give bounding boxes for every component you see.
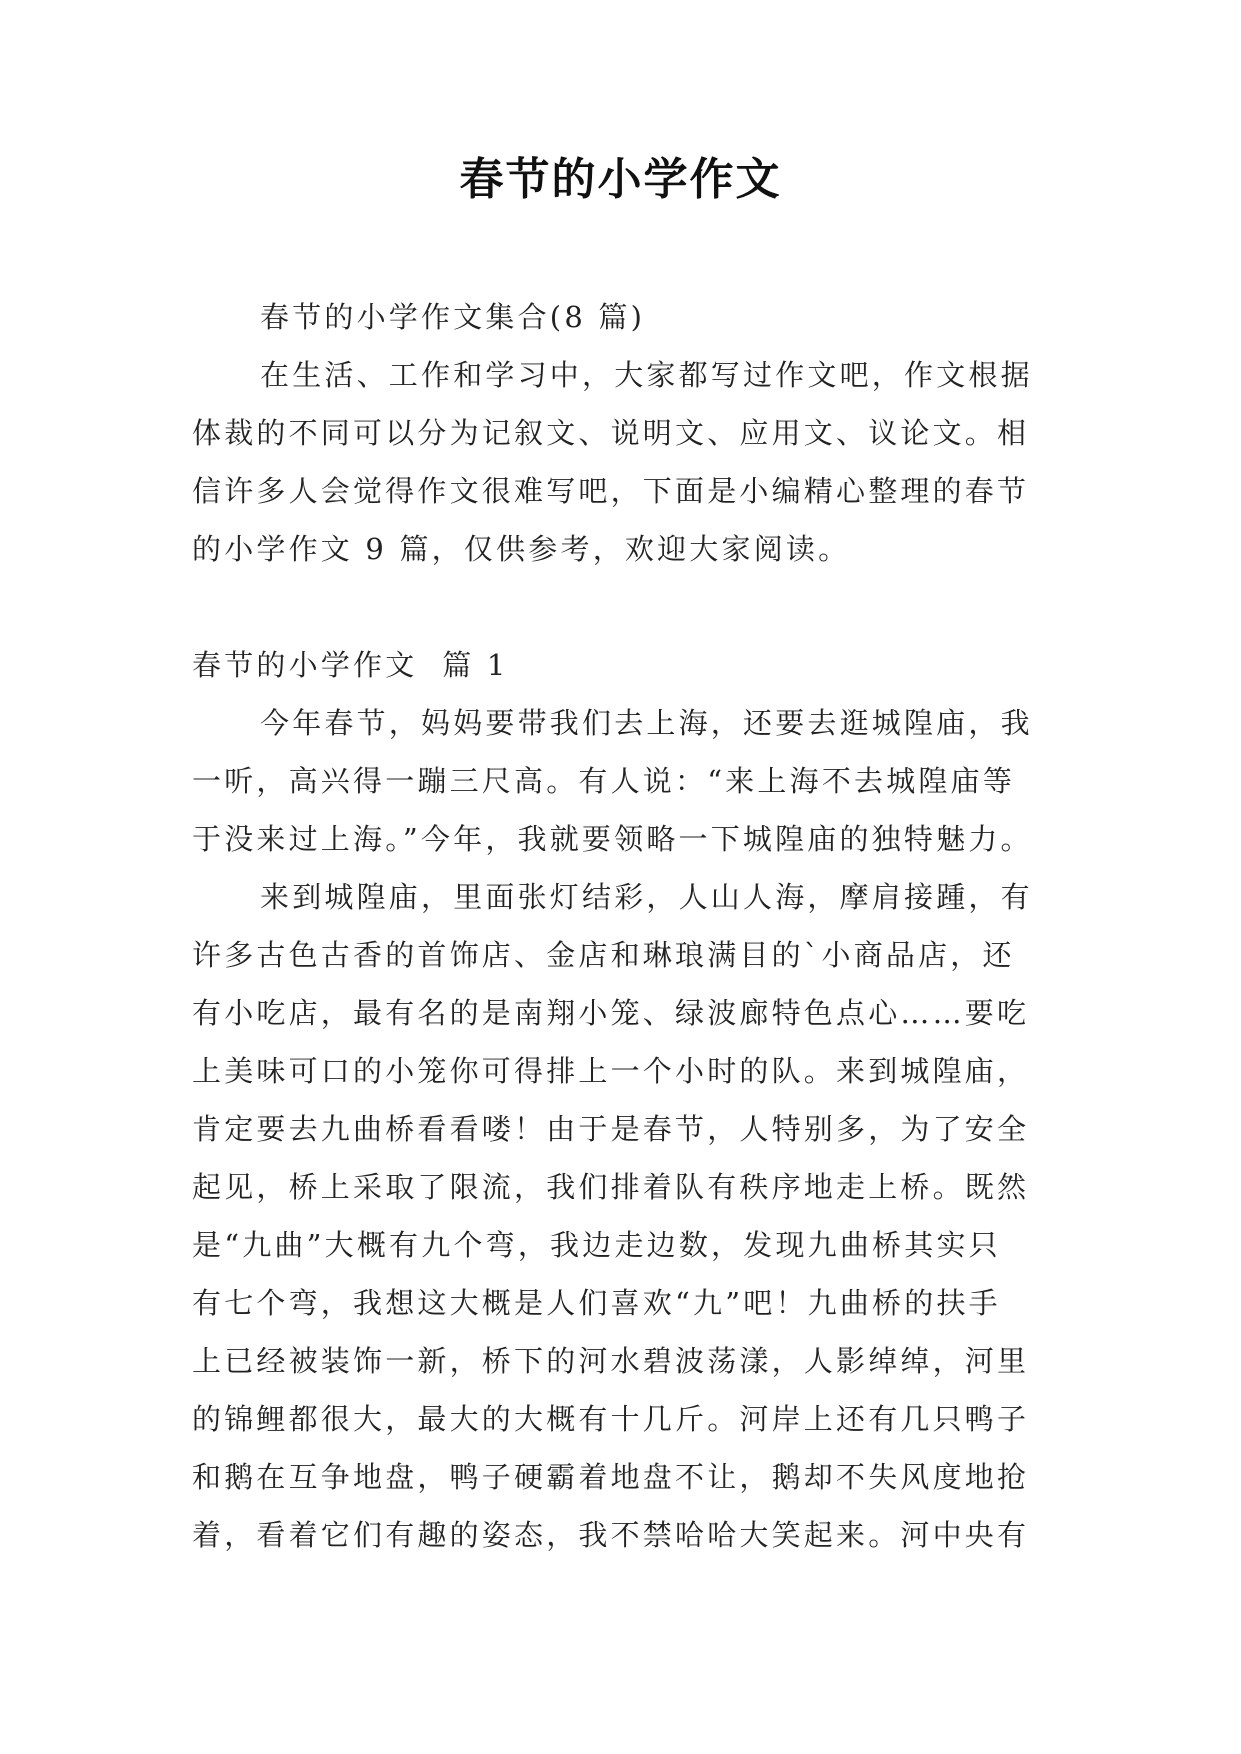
paragraph-line: 来到城隍庙，里面张灯结彩，人山人海，摩肩接踵，有 [260,880,1033,914]
paragraph-line: 是“九曲”大概有九个弯，我边走边数，发现九曲桥其实只 [192,1228,1001,1262]
intro-line: 体裁的不同可以分为记叙文、说明文、应用文、议论文。相 [192,416,1030,450]
document-body [192,288,1057,1564]
intro-line: 在生活、工作和学习中，大家都写过作文吧，作文根据 [260,358,1033,392]
paragraph-line: 着，看着它们有趣的姿态，我不禁哈哈大笑起来。河中央有 [192,1518,1030,1552]
paragraph-line: 上美味可口的小笼你可得排上一个小时的队。来到城隍庙， [192,1054,1030,1088]
paragraph-line: 许多古色古香的首饰店、金店和琳琅满目的`小商品店，还 [192,938,1015,972]
paragraph-line: 有小吃店，最有名的是南翔小笼、绿波廊特色点心……要吃 [192,996,1030,1030]
paragraph-line: 今年春节，妈妈要带我们去上海，还要去逛城隍庙，我 [260,706,1033,740]
paragraph-line: 起见，桥上采取了限流，我们排着队有秩序地走上桥。既然 [192,1170,1030,1204]
document-title: 春节的小学作文 [459,154,782,205]
paragraph-line: 的锦鲤都很大，最大的大概有十几斤。河岸上还有几只鸭子 [192,1402,1030,1436]
section-spacer [192,578,1057,636]
paragraph-line: 肯定要去九曲桥看看喽！由于是春节，人特别多，为了安全 [192,1112,1030,1146]
collection-subtitle: 春节的小学作文集合(8 篇) [260,300,646,334]
paragraph-line: 于没来过上海。”今年，我就要领略一下城隍庙的独特魅力。 [192,822,1033,856]
paragraph-line: 有七个弯，我想这大概是人们喜欢“九”吧！九曲桥的扶手 [192,1286,1001,1320]
paragraph-line: 上已经被装饰一新，桥下的河水碧波荡漾，人影绰绰，河里 [192,1344,1030,1378]
section-heading: 春节的小学作文 篇 1 [192,648,509,682]
paragraph-line: 和鹅在互争地盘，鸭子硬霸着地盘不让，鹅却不失风度地抢 [192,1460,1030,1494]
paragraph-line: 一听，高兴得一蹦三尺高。有人说：“来上海不去城隍庙等 [192,764,1016,798]
intro-line: 信许多人会觉得作文很难写吧，下面是小编精心整理的春节 [192,474,1030,508]
intro-line: 的小学作文 9 篇，仅供参考，欢迎大家阅读。 [192,532,851,566]
